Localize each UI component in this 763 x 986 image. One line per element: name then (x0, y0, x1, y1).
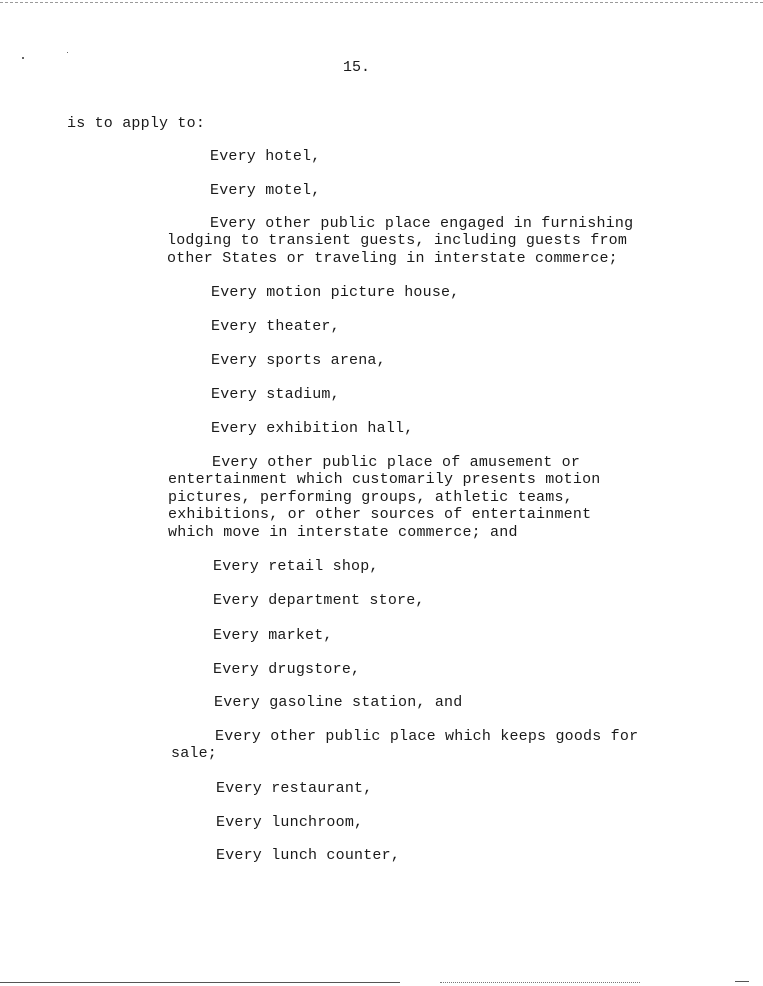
list-item-restaurant: Every restaurant, (216, 780, 373, 797)
goods-line-1: Every other public place which keeps goods for (215, 728, 639, 745)
list-item-motel: Every motel, (210, 182, 321, 199)
list-item-retail-shop: Every retail shop, (213, 558, 379, 575)
list-item-lunch-counter: Every lunch counter, (216, 847, 401, 864)
list-item-drugstore: Every drugstore, (213, 661, 361, 678)
list-item-sports-arena: Every sports arena, (211, 352, 386, 369)
amusement-line-5: which move in interstate commerce; and (168, 523, 518, 541)
scan-speck (67, 52, 68, 53)
lodging-line-1: Every other public place engaged in furnishing (210, 215, 634, 232)
page-number: 15. (343, 59, 371, 76)
amusement-line-4: exhibitions, or other sources of entertainment (168, 506, 592, 524)
list-item-market: Every market, (213, 627, 333, 644)
list-item-motion-picture: Every motion picture house, (211, 284, 460, 301)
list-item-stadium: Every stadium, (211, 386, 340, 403)
list-item-goods-for-sale (171, 728, 638, 763)
amusement-line-2: entertainment which customarily presents motion (168, 471, 601, 489)
list-item-lodging (167, 215, 633, 267)
bottom-scan-rule-dotted (440, 982, 640, 983)
list-item-theater: Every theater, (211, 318, 340, 335)
scan-speck (22, 57, 24, 59)
bottom-scan-mark (735, 981, 749, 982)
bottom-scan-rule (0, 982, 400, 983)
amusement-line-3: pictures, performing groups, athletic teams, (168, 488, 573, 506)
intro-line: is to apply to: (67, 115, 206, 132)
lodging-line-3: other States or traveling in interstate commerce; (167, 249, 618, 267)
amusement-line-1: Every other public place of amusement or (212, 454, 581, 471)
list-item-hotel: Every hotel, (210, 148, 321, 165)
list-item-amusement (168, 454, 600, 541)
top-scan-border (0, 2, 763, 3)
list-item-department-store: Every department store, (213, 592, 425, 609)
list-item-gasoline-station: Every gasoline station, and (214, 694, 463, 711)
goods-line-2: sale; (171, 745, 218, 763)
list-item-exhibition-hall: Every exhibition hall, (211, 420, 414, 437)
list-item-lunchroom: Every lunchroom, (216, 814, 364, 831)
lodging-line-2: lodging to transient guests, including guests from (167, 232, 628, 250)
